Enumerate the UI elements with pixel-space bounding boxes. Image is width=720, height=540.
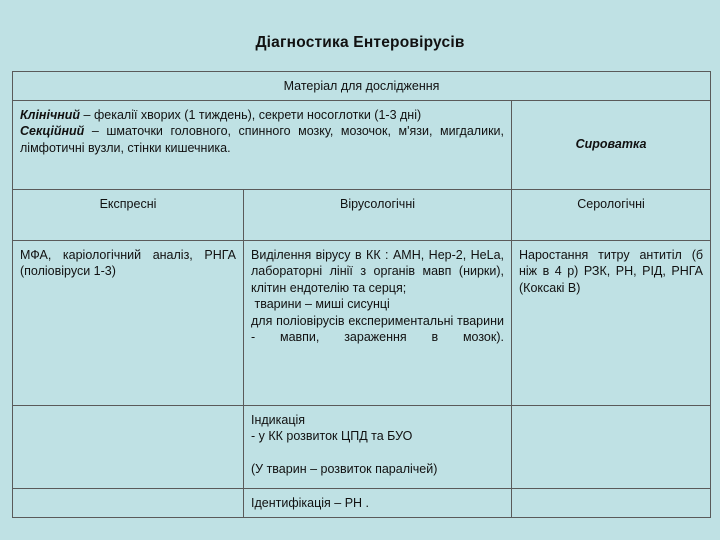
indication-empty-right <box>512 405 711 488</box>
animals-line-1: тварини – миші сисунці <box>251 297 390 311</box>
identification-row <box>13 488 711 518</box>
virological-methods <box>244 240 512 405</box>
animals-line-2: для поліовірусів експериментальні тварини - мавпи, зараження в мозок). <box>251 313 504 344</box>
methods-row <box>13 240 711 405</box>
column-header-row <box>13 189 711 240</box>
sectional-text: – шматочки головного, спинного мозку, мозочок, м'язи, мигдалики, лімфотичні вузли, стінки кишечника. <box>20 124 504 155</box>
column-serological: Серологічні <box>512 189 711 240</box>
indication-line-1: - у КК розвиток ЦПД та БУО <box>251 429 413 443</box>
identification-empty-left <box>13 488 244 518</box>
indication-empty-left <box>13 405 244 488</box>
indication-line-2: (У тварин – розвиток паралічей) <box>251 461 438 476</box>
diagnostics-table <box>12 71 711 518</box>
clinical-term: Клінічний <box>20 107 81 122</box>
express-methods: МФА, каріологічний аналіз, РНГА (поліовіруси 1-3) <box>13 240 244 405</box>
column-express: Експресні <box>13 189 244 240</box>
indication-title: Індикація <box>251 412 306 427</box>
serological-methods: Наростання титру антитіл (б ніж в 4 р) РЗК, РН, РІД, РНГА (Коксакі В) <box>512 240 711 405</box>
clinical-text: – фекалії хворих (1 тиждень), секрети носоглотки (1-3 дні) <box>80 107 422 122</box>
sectional-term: Секційний <box>20 124 85 138</box>
column-virological: Вірусологічні <box>244 189 512 240</box>
virus-isolation: Виділення вірусу в КК : АМН, Hep-2, HeLa, лабораторні лінії з органів мавп (нирки), клітин ендотелію та серця; <box>251 247 504 295</box>
page-title: Діагностика Ентеровірусів <box>255 34 465 51</box>
identification-cell: Ідентифікація – РН . <box>244 488 512 518</box>
identification-empty-right <box>512 488 711 518</box>
indication-row <box>13 405 711 488</box>
indication-cell <box>244 405 512 488</box>
material-description <box>13 100 512 189</box>
material-header-row <box>13 72 711 101</box>
material-header: Матеріал для дослідження <box>13 72 711 101</box>
material-row <box>13 100 711 189</box>
serum-cell: Сироватка <box>512 100 711 189</box>
